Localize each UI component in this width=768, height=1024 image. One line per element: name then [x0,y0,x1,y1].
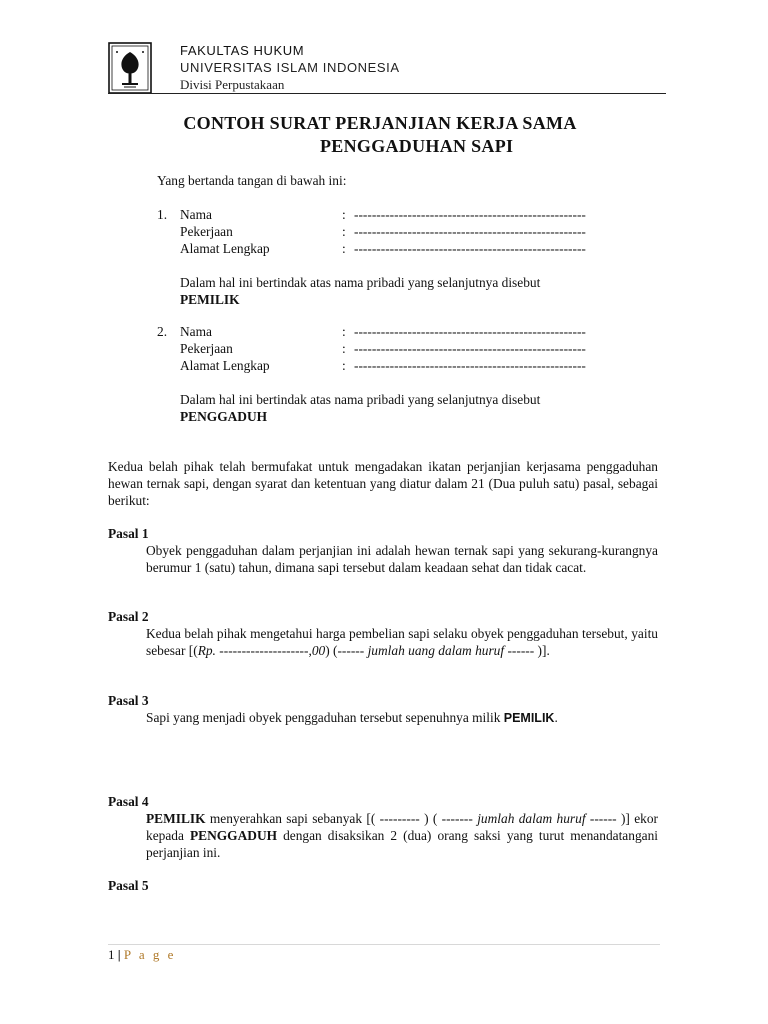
pasal-2-text: Kedua belah pihak mengetahui harga pembelian sapi selaku obyek penggaduhan tersebut, yaitu sebesar [(Rp. --------------------,00) (------ jumlah uang dalam huruf ------ )]. [146,626,658,658]
party-1-name-value: ---------------------------------------------------- [354,207,586,222]
university-logo [108,42,152,94]
party-2-name-value: ---------------------------------------------------- [354,324,586,339]
pasal-2-title: Pasal 2 [108,609,149,624]
pasal-4-title: Pasal 4 [108,794,149,809]
party-1-number: 1. [157,207,168,222]
party-1-address-label: Alamat Lengkap [180,241,270,256]
pasal-3-text: Sapi yang menjadi obyek penggaduhan tersebut sepenuhnya milik PEMILIK. [146,710,558,725]
document-title-line1: CONTOH SURAT PERJANJIAN KERJA SAMA [183,113,577,133]
page-number: 1 [108,947,115,962]
pasal-3-title: Pasal 3 [108,693,149,708]
header-university: UNIVERSITAS ISLAM INDONESIA [180,60,400,75]
party-1-job-sep: : [342,224,346,239]
pasal-1-text: Obyek penggaduhan dalam perjanjian ini adalah hewan ternak sapi yang sekurang-kurangnya berumur 1 (satu) tahun, dimana sapi tersebut dalam keadaan sehat dan tidak cacat. [146,543,658,575]
party-2-address-label: Alamat Lengkap [180,358,270,373]
party-2-address-sep: : [342,358,346,373]
party-2-job-sep: : [342,341,346,356]
party-1-name-label: Nama [180,207,212,222]
header-division: Divisi Perpustakaan [180,77,285,92]
party-2-name-label: Nama [180,324,212,339]
party-1-job-value: ---------------------------------------------------- [354,224,586,239]
party-2-statement: Dalam hal ini bertindak atas nama pribadi yang selanjutnya disebut PENGGADUH [180,392,541,424]
document-title-line2: PENGGADUHAN SAPI [320,136,514,156]
party-2-job-value: ---------------------------------------------------- [354,341,586,356]
intro-text: Yang bertanda tangan di bawah ini: [157,173,347,188]
party-2-role: PENGGADUH [180,409,268,424]
party-1-job-label: Pekerjaan [180,224,233,239]
header-divider [108,93,666,94]
party-1-address-sep: : [342,241,346,256]
party-1-role: PEMILIK [180,292,240,307]
party-1-statement: Dalam hal ini bertindak atas nama pribadi yang selanjutnya disebut PEMILIK [180,275,541,307]
page-label: P a g e [123,947,176,962]
pasal-1-title: Pasal 1 [108,526,149,541]
party-2-name-sep: : [342,324,346,339]
page-footer: 1 | P a g e [108,947,176,962]
pasal-5-title: Pasal 5 [108,878,149,893]
party-1-address-value: ---------------------------------------------------- [354,241,586,256]
footer-divider [108,944,660,945]
header-faculty: FAKULTAS HUKUM [180,43,305,58]
party-2-job-label: Pekerjaan [180,341,233,356]
party-2-number: 2. [157,324,168,339]
party-1-name-sep: : [342,207,346,222]
pasal-4-text: PEMILIK menyerahkan sapi sebanyak [( --------- ) ( ------- jumlah dalam huruf ------ )] ekor kepada PENGGADUH dengan disaksikan 2 (dua) orang saksi yang turut menandatangani perjanjian ini. [146,811,658,860]
agreement-paragraph: Kedua belah pihak telah bermufakat untuk mengadakan ikatan perjanjian kerjasama penggaduhan hewan ternak sapi, dengan syarat dan ketentuan yang diatur dalam 21 (Dua puluh satu) pasal, sebagai berikut: [108,459,658,508]
party-2-address-value: ---------------------------------------------------- [354,358,586,373]
